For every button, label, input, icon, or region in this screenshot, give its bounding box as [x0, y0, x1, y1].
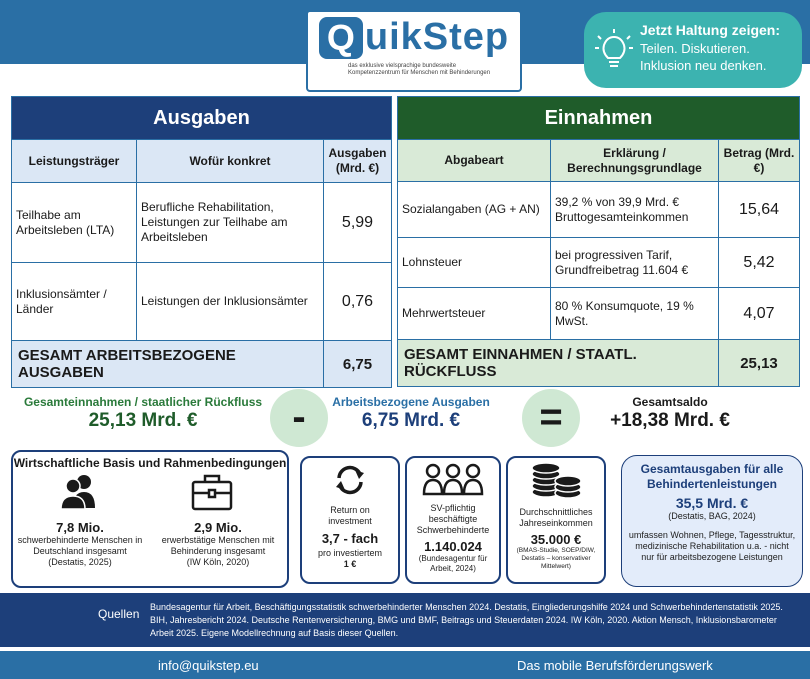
lightbulb-icon	[594, 28, 634, 72]
income-box	[506, 456, 606, 584]
column-header: Wofür konkret	[137, 140, 324, 183]
badge-headline: Jetzt Haltung zeigen:	[640, 22, 781, 38]
roi-unit: 1 €	[343, 559, 357, 569]
abgabeart-cell: Lohnsteuer	[398, 238, 551, 288]
gesamt-text: umfassen Wohnen, Pflege, Tagesstruktur, medizinische Rehabilitation u.a. - nicht nur für arbeitsbezogene Leistungen	[628, 530, 796, 562]
column-header: Abgabeart	[398, 140, 551, 182]
betrag-cell: 5,42	[719, 238, 800, 288]
income-label: Durchschnittliches Jahreseinkommen	[519, 507, 593, 528]
footer-bar	[0, 651, 810, 679]
roi-label: Return on investment	[328, 505, 372, 526]
roi-box	[300, 456, 400, 584]
total-label: GESAMT ARBEITSBEZOGENE AUSGABEN	[12, 341, 324, 388]
total-row	[398, 340, 800, 387]
table-row	[398, 238, 800, 288]
wofuer-cell: Leistungen der Inklusionsämter	[137, 263, 324, 341]
basis-box	[11, 450, 289, 588]
people-icon	[59, 472, 97, 510]
equation-left-value: 25,13 Mrd. €	[88, 410, 198, 431]
basis-left-value: 7,8 Mio.	[56, 520, 104, 535]
table-row	[12, 183, 392, 263]
sources-label: Quellen	[98, 607, 140, 621]
erklaerung-cell: bei progressiven Tarif, Grundfreibetrag 11.604 €	[551, 238, 719, 288]
quikstep-logo	[306, 10, 522, 92]
table-row	[12, 263, 392, 341]
column-header: Betrag (Mrd. €)	[719, 140, 800, 182]
abgabeart-cell: Sozialangaben (AG + AN)	[398, 182, 551, 238]
abgabeart-cell: Mehrwertsteuer	[398, 288, 551, 340]
group-icon	[422, 462, 484, 496]
betrag-cell: 5,99	[324, 183, 392, 263]
erklaerung-cell: 80 % Konsumquote, 19 % MwSt.	[551, 288, 719, 340]
betrag-cell: 0,76	[324, 263, 392, 341]
coins-icon	[528, 462, 584, 500]
badge-line-2: Inklusion neu denken.	[640, 58, 767, 73]
column-header: Erklärung / Berechnungsgrundlage	[551, 140, 719, 182]
roi-value: 3,7 - fach	[321, 531, 379, 546]
equation-left-label: Gesamteinnahmen / staatlicher Rückfluss	[23, 395, 263, 409]
betrag-cell: 15,64	[719, 182, 800, 238]
einnahmen-title: Einnahmen	[398, 97, 800, 140]
equals-sign: =	[522, 389, 580, 447]
basis-right-value: 2,9 Mio.	[194, 520, 242, 535]
total-row	[12, 341, 392, 388]
income-value: 35.000 €	[530, 532, 582, 547]
refresh-icon	[333, 464, 367, 496]
total-value: 25,13	[719, 340, 800, 387]
table-row	[398, 288, 800, 340]
betrag-cell: 4,07	[719, 288, 800, 340]
gesamt-source: (Destatis, BAG, 2024)	[668, 511, 756, 521]
einnahmen-table	[397, 96, 800, 387]
equation-mid-value: 6,75 Mrd. €	[361, 410, 461, 431]
logo-wordmark: uikStep	[364, 16, 510, 58]
logo-q: Q	[319, 17, 363, 59]
table-row	[398, 182, 800, 238]
logo-tagline-2: Kompetenzzentrum für Menschen mit Behinderungen	[348, 70, 491, 76]
gesamtausgaben-box	[621, 455, 803, 587]
erklaerung-cell: 39,2 % von 39,9 Mrd. € Bruttogesamteinkommen	[551, 182, 719, 238]
equation-mid-label: Arbeitsbezogene Ausgaben	[332, 395, 490, 409]
total-value: 6,75	[324, 341, 392, 388]
ausgaben-table	[11, 96, 392, 388]
income-source: (BMAS-Studie, SOEP/DIW, Destatis – konservativer Mittelwert)	[516, 547, 596, 570]
sv-source: (Bundesagentur für Arbeit, 2024)	[418, 554, 488, 573]
ausgaben-title: Ausgaben	[12, 97, 392, 140]
column-header: Ausgaben (Mrd. €)	[324, 140, 392, 183]
gesamt-title: Gesamtausgaben für alle Behindertenleistungen	[640, 462, 784, 491]
wofuer-cell: Berufliche Rehabilitation, Leistungen zur Teilhabe am Arbeitsleben	[137, 183, 324, 263]
sources-text: Bundesagentur für Arbeit, Beschäftigungsstatistik schwerbehinderter Menschen 2024. Destatis, Eingliederungshilfe 2024 und Schwerbehindertenstatistik 2025. BIH, Jahresbericht 2024. Deutsche Rentenversicherung, BMG und BMF, Beitrags und Steuerdaten 2024. IW Köln, 2020. Aktion Mensch, Inklusionsbarometer Arbeit 2025. Eigene Modellrechnung auf Basis dieser Quellen.	[150, 602, 783, 638]
sv-label: SV-pflichtig beschäftigte Schwerbehinderte	[416, 503, 490, 535]
total-label: GESAMT EINNAHMEN / STAATL. RÜCKFLUSS	[398, 340, 719, 387]
basis-title: Wirtschaftliche Basis und Rahmenbedingungen	[13, 456, 287, 470]
logo-tagline-1: das exklusive vielsprachige bundesweite	[348, 63, 457, 69]
briefcase-icon	[191, 472, 233, 512]
sv-value: 1.140.024	[424, 539, 482, 554]
basis-right-text: erwerbstätige Menschen mit Behinderung insgesamt	[161, 535, 275, 556]
traeger-cell: Teilhabe am Arbeitsleben (LTA)	[12, 183, 137, 263]
footer-slogan: Das mobile Berufsförderungswerk	[517, 658, 713, 673]
equation-right-value: +18,38 Mrd. €	[610, 410, 730, 431]
badge-line-1: Teilen. Diskutieren.	[640, 41, 750, 56]
traeger-cell: Inklusionsämter / Länder	[12, 263, 137, 341]
email-link[interactable]: info@quikstep.eu	[158, 658, 259, 673]
sources-bar	[0, 593, 810, 647]
minus-sign: -	[270, 389, 328, 447]
basis-left-text: schwerbehinderte Menschen in Deutschland insgesamt	[17, 535, 143, 556]
roi-text: pro investiertem	[317, 548, 383, 558]
equation-right-label: Gesamtsaldo	[632, 395, 708, 409]
call-to-action-badge	[584, 12, 802, 88]
basis-right-source: (IW Köln, 2020)	[186, 557, 250, 567]
gesamt-value: 35,5 Mrd. €	[675, 495, 749, 511]
column-header: Leistungsträger	[12, 140, 137, 183]
basis-left-source: (Destatis, 2025)	[48, 557, 112, 567]
sv-box	[405, 456, 501, 584]
